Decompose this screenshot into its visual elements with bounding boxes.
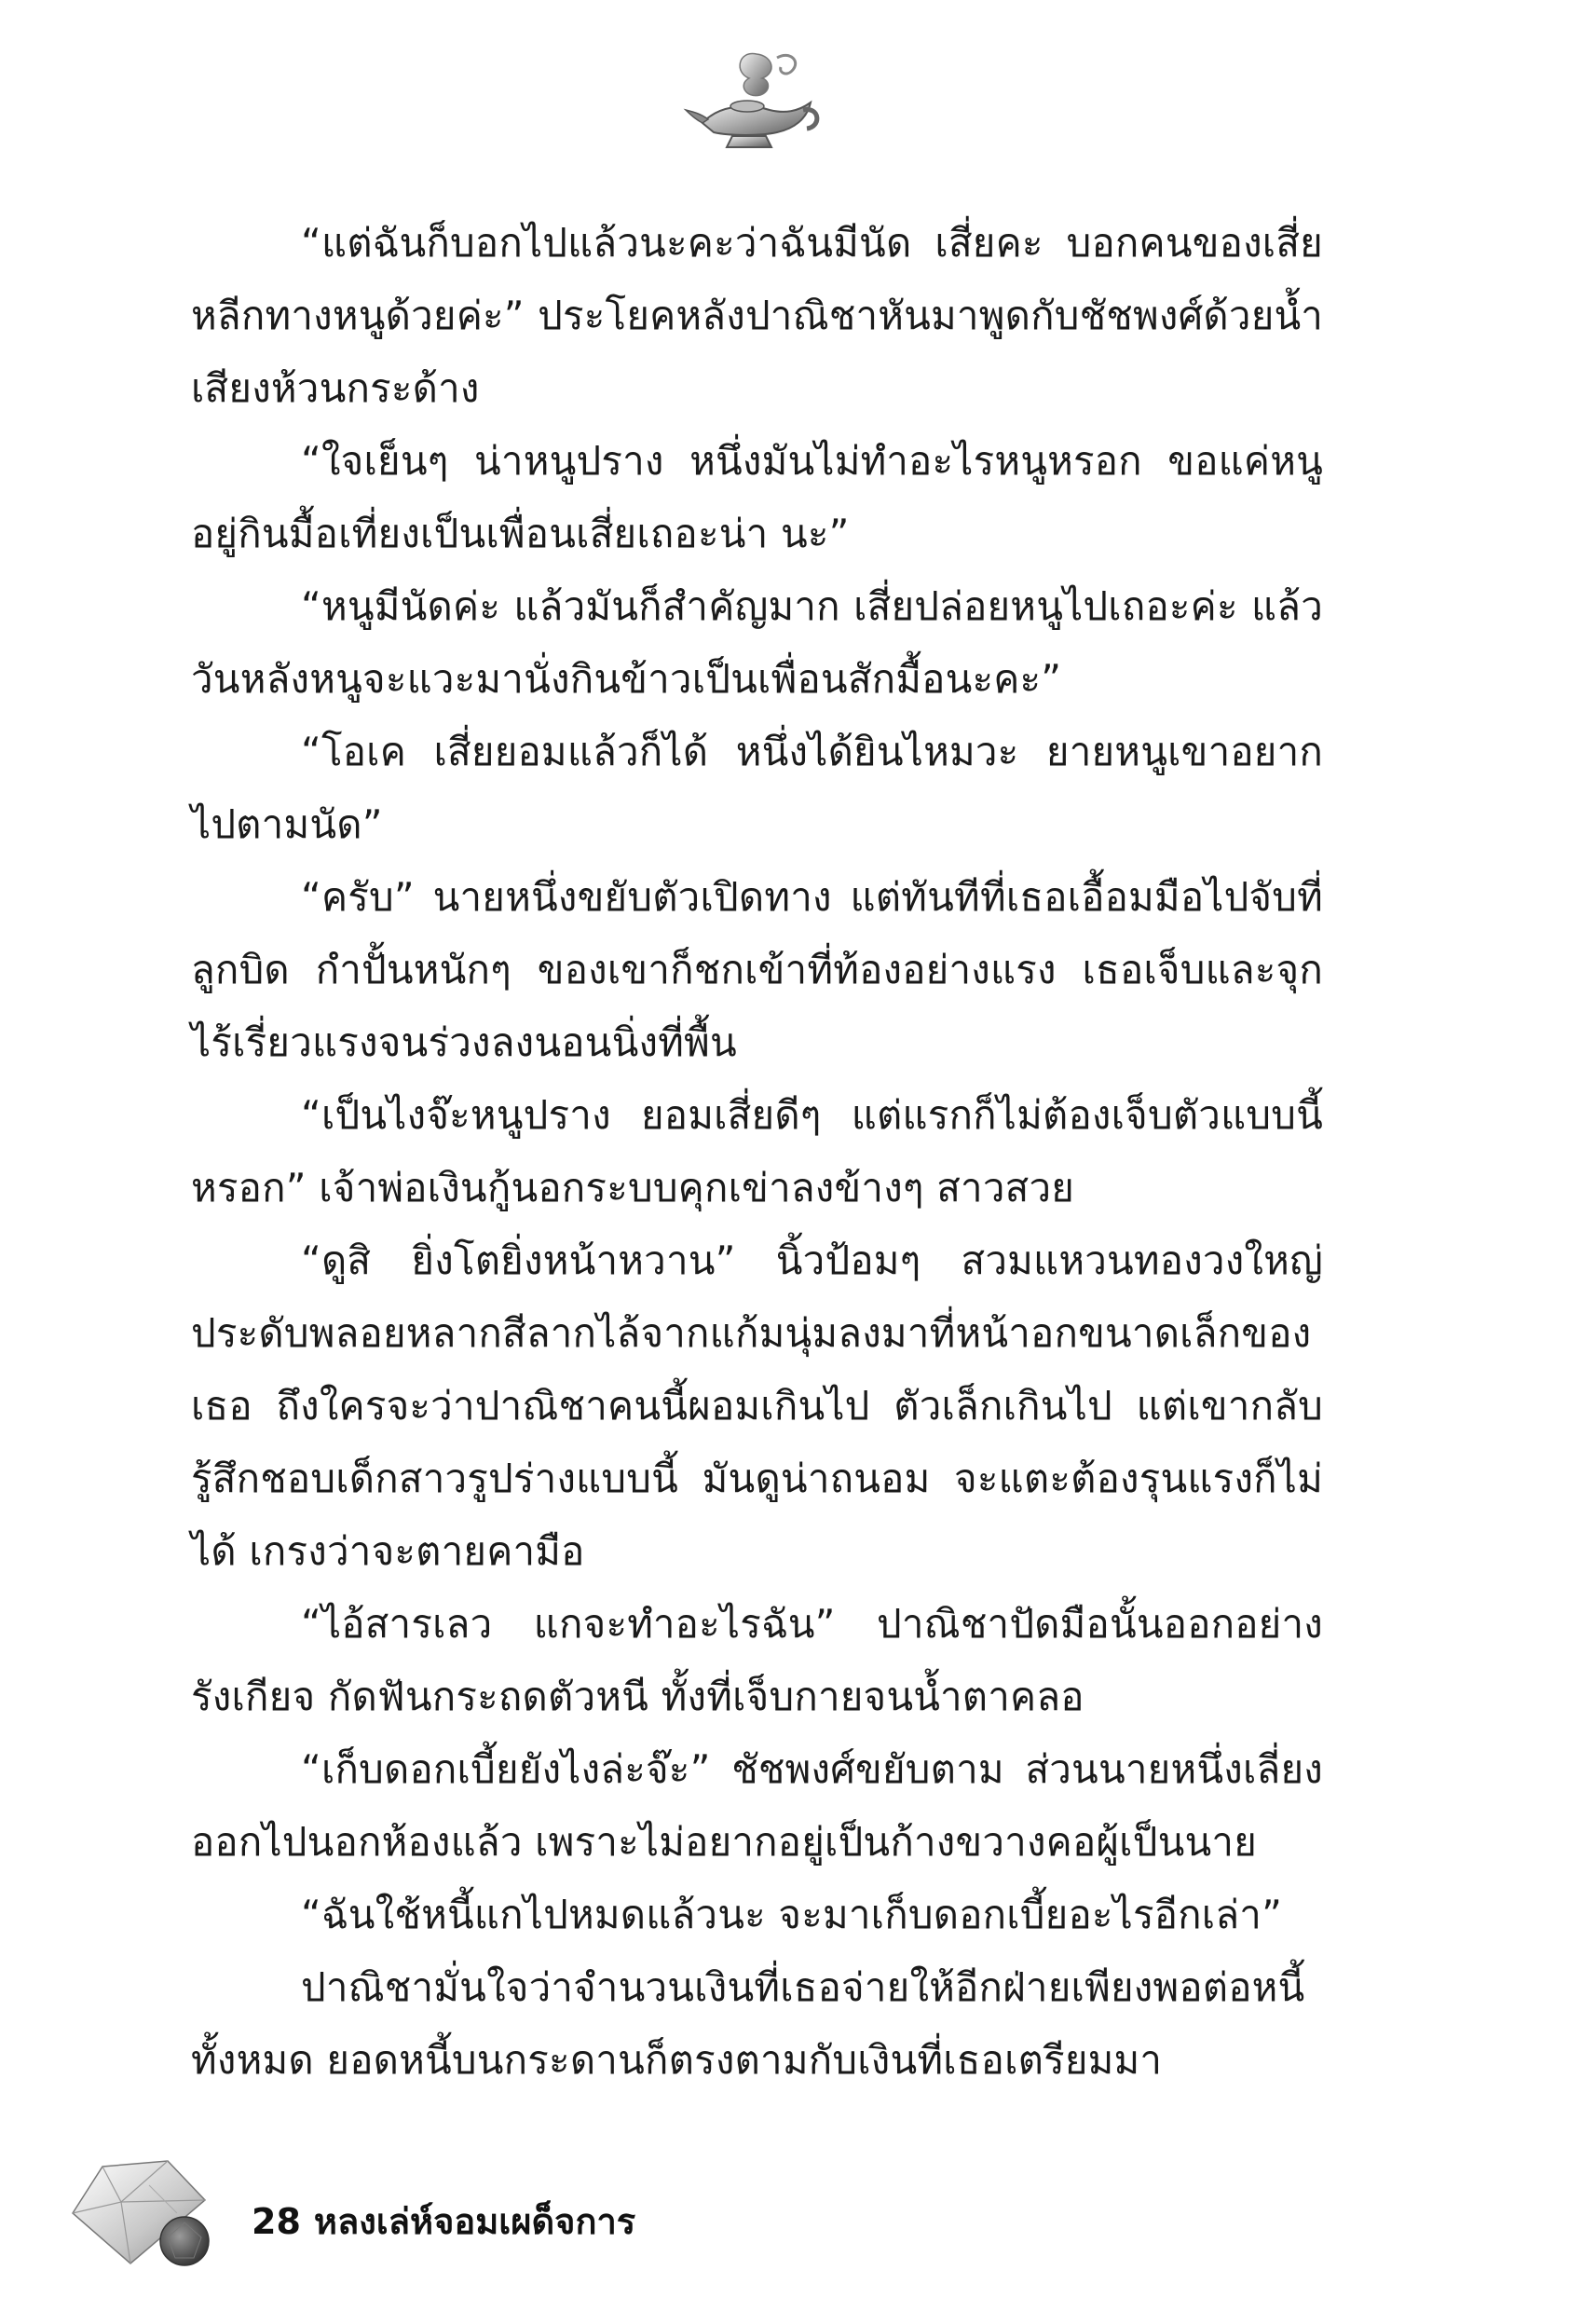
footer-caption <box>252 2193 635 2249</box>
page-footer <box>65 2148 717 2260</box>
paragraph-11: ปาณิชามั่นใจว่าจำนวนเงินที่เธอจ่ายให้อีกฝ่ายเพียงพอต่อหนี้ทั้งหมด ยอดหนี้บนกระดานก็ตรงตามกับเงินที่เธอเตรียมมา <box>191 1964 1305 2083</box>
paragraph-9: “เก็บดอกเบี้ยยังไงล่ะจ๊ะ” ชัชพงศ์ขยับตาม ส่วนนายหนึ่งเลี่ยงออกไปนอกห้องแล้ว เพราะไม่อยากอยู่เป็นก้างขวางคอผู้เป็นนาย <box>191 1746 1323 1865</box>
genie-lamp-icon <box>680 45 829 157</box>
paragraph-2: “ใจเย็นๆ น่าหนูปราง หนึ่งมันไม่ทำอะไรหนูหรอก ขอแค่หนูอยู่กินมื้อเที่ยงเป็นเพื่อนเสี่ยเถอะน่า นะ” <box>191 438 1323 556</box>
page-number: 28 <box>252 2201 301 2242</box>
paragraph-1: “แต่ฉันก็บอกไปแล้วนะคะว่าฉันมีนัด เสี่ยคะ บอกคนของเสี่ยหลีกทางหนูด้วยค่ะ” ประโยคหลังปาณิชาหันมาพูดกับชัชพงศ์ด้วยน้ำเสียงห้วนกระด้าง <box>191 220 1323 411</box>
paragraph-6: “เป็นไงจ๊ะหนูปราง ยอมเสี่ยดีๆ แต่แรกก็ไม่ต้องเจ็บตัวแบบนี้หรอก” เจ้าพ่อเงินกู้นอกระบบคุกเข่าลงข้างๆ สาวสวย <box>191 1092 1323 1210</box>
paragraph-8: “ไอ้สารเลว แกจะทำอะไรฉัน” ปาณิชาปัดมือนั้นออกอย่างรังเกียจ กัดฟันกระถดตัวหนี ทั้งที่เจ็บกายจนน้ำตาคลอ <box>191 1601 1323 1719</box>
paragraph-7: “ดูสิ ยิ่งโตยิ่งหน้าหวาน” นิ้วป้อมๆ สวมแหวนทองวงใหญ่ประดับพลอยหลากสีลากไล้จากแก้มนุ่มลงมาที่หน้าอกขนาดเล็กของเธอ ถึงใครจะว่าปาณิชาคนนี้ผอมเกินไป ตัวเล็กเกินไป แต่เขากลับรู้สึกชอบเด็กสาวรูปร่างแบบนี้ มันดูน่าถนอม จะแตะต้องรุนแรงก็ไม่ได้ เกรงว่าจะตายคามือ <box>191 1238 1323 1574</box>
paragraph-4: “โอเค เสี่ยยอมแล้วก็ได้ หนึ่งได้ยินไหมวะ ยายหนูเขาอยากไปตามนัด” <box>191 729 1323 847</box>
book-title: หลงเล่ห์จอมเผด็จการ <box>313 2201 636 2242</box>
paragraph-3: “หนูมีนัดค่ะ แล้วมันก็สำคัญมาก เสี่ยปล่อยหนูไปเถอะค่ะ แล้ววันหลังหนูจะแวะมานั่งกินข้าวเป็นเพื่อนสักมื้อนะคะ” <box>191 583 1323 702</box>
page-body <box>191 207 1323 2097</box>
paragraph-5: “ครับ” นายหนึ่งขยับตัวเปิดทาง แต่ทันทีที่เธอเอื้อมมือไปจับที่ลูกบิด กำปั้นหนักๆ ของเขาก็ชกเข้าที่ท้องอย่างแรง เธอเจ็บและจุกไร้เรี่ยวแรงจนร่วงลงนอนนิ่งที่พื้น <box>191 874 1323 1065</box>
diamond-icon <box>65 2148 224 2269</box>
paragraph-10: “ฉันใช้หนี้แกไปหมดแล้วนะ จะมาเก็บดอกเบี้ยอะไรอีกเล่า” <box>301 1892 1283 1937</box>
